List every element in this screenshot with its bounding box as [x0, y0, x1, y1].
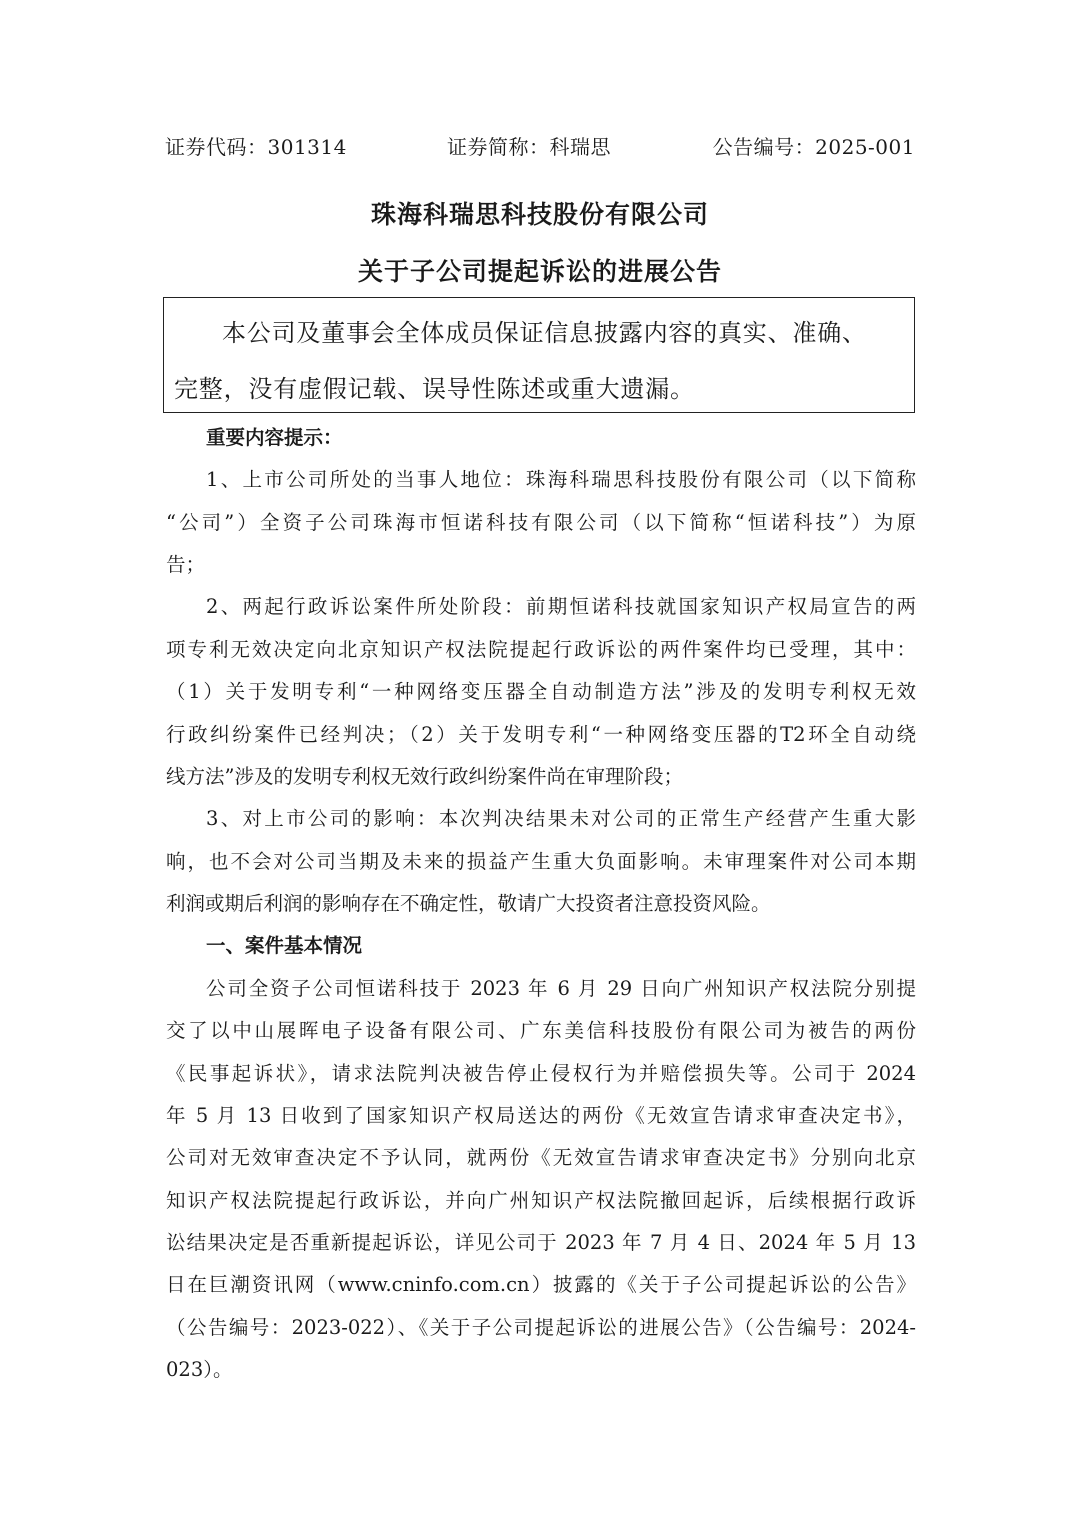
paragraph-line: 《民事起诉状》，请求法院判决被告停止侵权行为并赔偿损失等。公司于 2024 [166, 1062, 916, 1085]
paragraph-line: 2、两起行政诉讼案件所处阶段：前期恒诺科技就国家知识产权局宣告的两 [206, 595, 916, 618]
paragraph-line: 公司全资子公司恒诺科技于 2023 年 6 月 29 日向广州知识产权法院分别提 [206, 977, 916, 1000]
paragraph-line: 023）。 [166, 1358, 233, 1381]
paragraph-line: 项专利无效决定向北京知识产权法院提起行政诉讼的两件案件均已受理，其中： [166, 638, 916, 661]
paragraph-line: “公司”）全资子公司珠海市恒诺科技有限公司（以下简称“恒诺科技”）为原 [166, 511, 916, 534]
paragraph-line: 公司对无效审查决定不予认同，就两份《无效宣告请求审查决定书》分别向北京 [166, 1146, 916, 1169]
paragraph-line: 知识产权法院提起行政诉讼，并向广州知识产权法院撤回起诉，后续根据行政诉 [166, 1189, 916, 1212]
announcement-title: 关于子公司提起诉讼的进展公告 [357, 257, 722, 286]
key-points-heading: 重要内容提示： [206, 426, 343, 449]
paragraph-line: 1、上市公司所处的当事人地位：珠海科瑞思科技股份有限公司（以下简称 [206, 468, 916, 491]
paragraph-line: 行政纠纷案件已经判决；（2）关于发明专利“一种网络变压器的T2环全自动绕 [166, 723, 916, 746]
stock-abbreviation: 证券简称：科瑞思 [447, 135, 611, 159]
stock-code: 证券代码：301314 [165, 135, 347, 159]
section-heading: 一、案件基本情况 [206, 934, 363, 957]
company-title: 珠海科瑞思科技股份有限公司 [370, 200, 709, 229]
paragraph-line: 线方法”涉及的发明专利权无效行政纠纷案件尚在审理阶段； [166, 765, 683, 788]
paragraph-line: 3、对上市公司的影响：本次判决结果未对公司的正常生产经营产生重大影 [206, 807, 916, 830]
paragraph-line: 讼结果决定是否重新提起诉讼，详见公司于 2023 年 7 月 4 日、2024 年 5 月 13 [166, 1231, 916, 1254]
announcement-header [165, 130, 915, 164]
disclosure-line-1: 本公司及董事会全体成员保证信息披露内容的真实、准确、 [222, 319, 867, 347]
paragraph-line: 利润或期后利润的影响存在不确定性，敬请广大投资者注意投资风险。 [166, 892, 771, 915]
paragraph-line: 年 5 月 13 日收到了国家知识产权局送达的两份《无效宣告请求审查决定书》， [166, 1104, 916, 1127]
paragraph-line: 日在巨潮资讯网（www.cninfo.com.cn）披露的《关于子公司提起诉讼的公告》 [166, 1273, 916, 1296]
paragraph-line: 响，也不会对公司当期及未来的损益产生重大负面影响。未审理案件对公司本期 [166, 850, 916, 873]
paragraph-line: 告； [166, 553, 206, 576]
paragraph-line: （公告编号：2023-022）、《关于子公司提起诉讼的进展公告》（公告编号：2024- [166, 1316, 916, 1339]
disclosure-statement-box [163, 297, 915, 413]
paragraph-line: （1）关于发明专利“一种网络变压器全自动制造方法”涉及的发明专利权无效 [166, 680, 916, 703]
notice-number: 公告编号：2025-001 [712, 135, 915, 159]
paragraph-line: 交了以中山展晖电子设备有限公司、广东美信科技股份有限公司为被告的两份 [166, 1019, 916, 1042]
disclosure-line-2: 完整，没有虚假记载、误导性陈述或重大遗漏。 [174, 375, 695, 403]
